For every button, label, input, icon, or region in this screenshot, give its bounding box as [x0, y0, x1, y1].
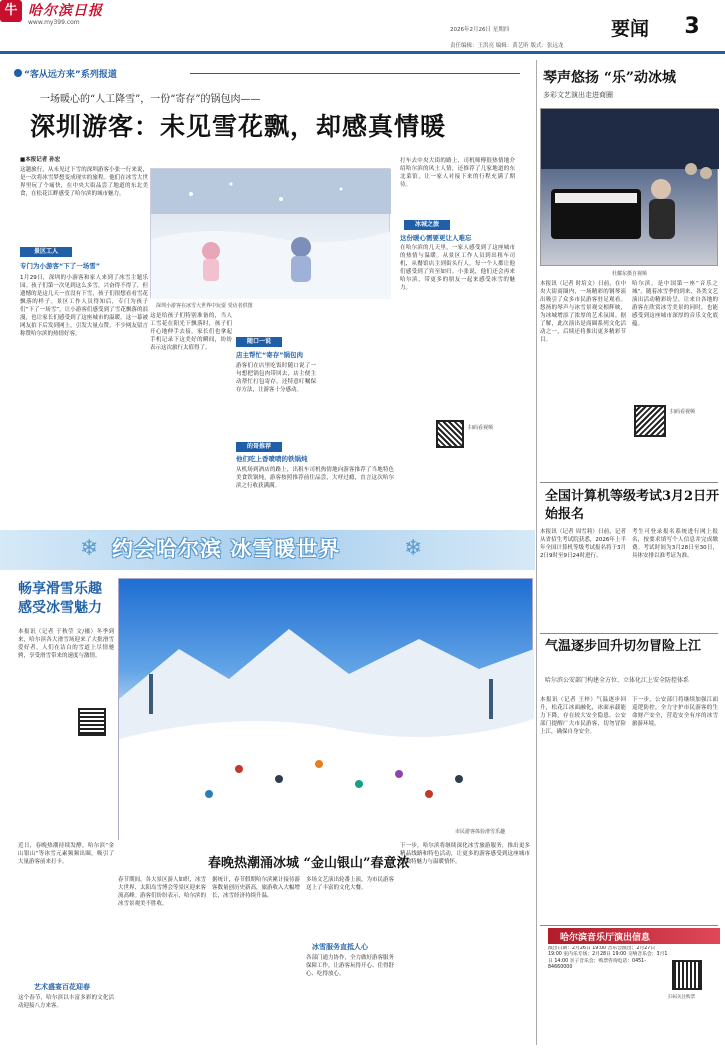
article-column: 近日，春晚热潮持续发酵，哈尔滨“金山银山”等冰雪元素频频出圈，吸引了大量游客前来打卡。 — [18, 843, 114, 865]
ad-schedule: 演出日期：2月26日 19:00 音乐会演出；2月27日 19:00 室内乐专场；2月28日 19:00 交响音乐会；3月1日 14:00 亲子音乐会；购票咨询电话：0451-84660000 — [548, 946, 668, 971]
newspaper-name: 哈尔滨日报 — [28, 3, 103, 19]
article-column: 打车去中央大街的路上，司机师傅很热情地介绍哈尔滨的风土人情，还推荐了几家地道的东北菜馆，让一家人对接下来的行程充满了期待。 — [400, 158, 515, 188]
series-bullet-icon — [14, 69, 22, 77]
qr-caption: 扫码关注购票 — [668, 995, 695, 1000]
article-column: 本报讯（记者 时培文）日前，在中央大街商圈内，一场精彩的钢琴演出吸引了众多市民游客驻足观看。悠扬的琴声与冰雪景观交相辉映，为冰城增添了浓厚的艺术氛围。据了解，此次演出是商圈系列文化活动之一，后续还将推出更多精彩节目。 — [540, 281, 626, 343]
banner-slogan: 约会哈尔滨 冰雪暖世界 — [112, 536, 341, 561]
photo-caption: 杜耀东摄自视频 — [612, 271, 648, 277]
kids-in-snow-photo[interactable] — [150, 168, 390, 298]
column-divider — [536, 60, 537, 1045]
ski-resort-photo[interactable] — [118, 578, 533, 840]
editor-credits: 责任编辑：王洪亮 编辑：黄艺昕 版式：张远龙 — [450, 43, 564, 49]
divider — [540, 633, 718, 634]
section-box-subhead: 他们吃上香喷喷的铁锅炖 — [236, 455, 308, 463]
qr-caption: 扫码看视频 — [468, 425, 494, 431]
page-number: 3 — [684, 14, 700, 39]
snowflake-icon: ❄ — [80, 536, 99, 561]
qr-code-icon[interactable] — [78, 708, 106, 736]
newspaper-logo-icon: 牛 — [0, 0, 22, 22]
ad-title[interactable]: 哈尔滨音乐厅演出信息 — [560, 933, 651, 943]
article-subhead: 哈尔滨公安部门构建全方位、立体化江上安全防控体系 — [545, 677, 690, 684]
section-box-subhead: 冰雪服务直抵人心 — [312, 943, 368, 951]
article-column: 游客们在店里吃饭时随口说了一句想把锅包肉带回去，店主便主动帮忙打包寄存，还特意叮嘱保存方法，让游客十分感动。 — [236, 363, 316, 393]
article-column: 哈尔滨，是中国第一座“音乐之城”。随着冰雪季的到来，各类文艺演出活动精彩纷呈，让来自各地的游客在欣赏冰雪美景的同时，也能感受到这座城市深厚的音乐文化底蕴。 — [632, 281, 718, 327]
qr-code-icon[interactable] — [672, 960, 702, 990]
article-column: 本报讯（记者 于秋莹 文/摄）冬季到来，哈尔滨各大滑雪场迎来了大批滑雪爱好者。人们在洁白的雪道上尽情驰骋，享受滑雪带来的速度与激情。 — [18, 629, 114, 659]
article-column: 据统计，春节假期哈尔滨累计接待游客数量创历史新高，旅游收入大幅增长，冰雪经济持续升温。 — [212, 877, 300, 899]
series-divider — [190, 73, 520, 74]
qr-code-icon[interactable] — [634, 405, 666, 437]
photo-caption: 市民游客体验滑雪乐趣 — [455, 829, 506, 835]
divider — [540, 925, 718, 926]
article-column: 这是给孩子们特别准备的，当人工雪花在阳光下飘落时，孩子们开心地伸手去接。家长们也拿起手机记录下这美好的瞬间，纷纷表示这次旅行太值得了。 — [150, 313, 232, 351]
article-column: 春节期间，各大景区游人如织，冰雪大世界、太阳岛雪博会等景区迎来客流高峰。游客们纷纷表示，哈尔滨的冰雪景观美不胜收。 — [118, 877, 206, 907]
section-box-subhead: 专门为小游客“下了一场雪” — [20, 262, 101, 270]
article-column: 本报讯（记者 王梓）气温逐步回升，松花江冰面融化，冰面承载能力下降，存在较大安全隐患。公安部门提醒广大市民游客，切勿冒险上江，确保自身安全。 — [540, 697, 626, 735]
article-byline: ■本报记者 孙宏 — [20, 157, 61, 163]
section-box-label: 随口一说 — [236, 337, 282, 347]
section-title: 要闻 — [611, 18, 650, 40]
qr-caption: 扫码看视频 — [670, 409, 696, 415]
photo-caption: 深圳小游客在冰雪大世界中玩耍 受访者供图 — [156, 303, 253, 309]
piano-performance-photo[interactable] — [540, 108, 718, 266]
article-headline[interactable]: 深圳游客：未见雪花飘，却感真情暖 — [30, 112, 447, 141]
article-headline[interactable]: 春晚热潮涌冰城 “金山银山”春意浓 — [208, 856, 410, 871]
section-box-label: 景区工人 — [20, 247, 72, 257]
section-box-subhead: 艺术盛宴百花迎春 — [34, 983, 90, 991]
article-subhead: 一场暖心的“人工降雪”，一份“寄存”的锅包肉—— — [40, 94, 261, 105]
article-column: 这个春节，哈尔滨以丰富多彩的文化活动迎接八方来客。 — [18, 995, 114, 1009]
series-tag: “客从远方来”系列报道 — [24, 70, 117, 80]
article-headline[interactable]: 琴声悠扬 “乐”动冰城 — [543, 70, 676, 86]
article-headline[interactable]: 全国计算机等级考试3月2日开始报名 — [545, 489, 720, 522]
article-column: 下一步，哈尔滨将继续深化冰雪旅游服务，推出更多精品线路和特色活动，让更多的游客感受到这座城市的独特魅力与温暖情怀。 — [400, 843, 530, 865]
article-headline[interactable]: 畅享滑雪乐趣 感受冰雪魅力 — [18, 581, 102, 616]
newspaper-url[interactable]: www.my399.com — [28, 19, 80, 26]
article-column: 考生可登录报名系统进行网上报名，按要求填写个人信息并完成缴费。考试时间为3月28日至30日，具体安排以准考证为准。 — [632, 529, 718, 559]
article-headline[interactable]: 气温逐步回升切勿冒险上江 — [545, 639, 702, 654]
section-box-label: 冰城之旅 — [404, 220, 450, 230]
article-column: 从机场到酒店的路上，出租车司机热情地向游客推荐了当地特色美食铁锅炖，游客按照推荐前往品尝，大呼过瘾，直言这次哈尔滨之行收获满满。 — [236, 467, 394, 489]
article-column: 这趟旅行，从未见过下雪的深圳游客小张一行来说，是一次将冰雪梦想变成现实的旅程。他们在冰雪大世界里玩了个痛快，在中央大街品尝了地道的东北美食，在松花江畔感受了哈尔滨的城市魅力。 — [20, 167, 148, 197]
section-box-subhead: 这份暖心需要更让人难忘 — [400, 234, 472, 242]
article-column: 1月29日，深圳的小游客和家人来到了冰雪主题乐园。孩子们第一次见到这么多雪，兴奋得不得了，但遗憾的是这几天一直没有下雪，孩子们很想看看雪花飘落的样子。景区工作人员得知后，专门为孩子们“下了一场雪”，让小游客们感受到了雪花飘落的浪漫，也让家长们感受到了这座城市的温暖。这一幕被网友拍下后发到网上，引发大量点赞，不少网友留言称赞哈尔滨的热情好客。 — [20, 275, 148, 337]
article-column: 本报讯（记者 周雪莉）日前，记者从省招生考试院获悉，2026年上半年全国计算机等级考试报名将于3月2日9时至9日24时进行。 — [540, 529, 626, 559]
header-divider — [0, 51, 725, 54]
article-column: 各部门通力协作，全力做好游客服务保障工作，让游客玩得开心、住得舒心、吃得放心。 — [306, 955, 394, 977]
section-box-subhead: 店主帮忙“寄存”锅包肉 — [236, 351, 304, 359]
issue-date: 2026年2月26日 星期四 — [450, 27, 510, 33]
article-column: 多场文艺演出轮番上演，为市民游客送上了丰富的文化大餐。 — [306, 877, 394, 891]
qr-code-icon[interactable] — [436, 420, 464, 448]
divider — [540, 482, 718, 483]
article-subhead: 多彩文艺演出走进商圈 — [543, 91, 613, 99]
article-column: 下一步，公安部门将继续加强江面巡逻防控，全力守护市民游客的生命财产安全，营造安全有序的冰雪旅游环境。 — [632, 697, 718, 727]
article-column: 在哈尔滨的几天里，一家人感受到了这座城市的热情与温暖。从景区工作人员到出租车司机，从餐馆店主到街头行人，每一个人都让他们感受到了宾至如归。小张说，他们还会再来哈尔滨，带更多的朋友一起来感受冰雪的魅力。 — [400, 245, 515, 291]
snowflake-icon: ❄ — [404, 536, 423, 561]
section-box-label: 的哥推荐 — [236, 442, 282, 452]
